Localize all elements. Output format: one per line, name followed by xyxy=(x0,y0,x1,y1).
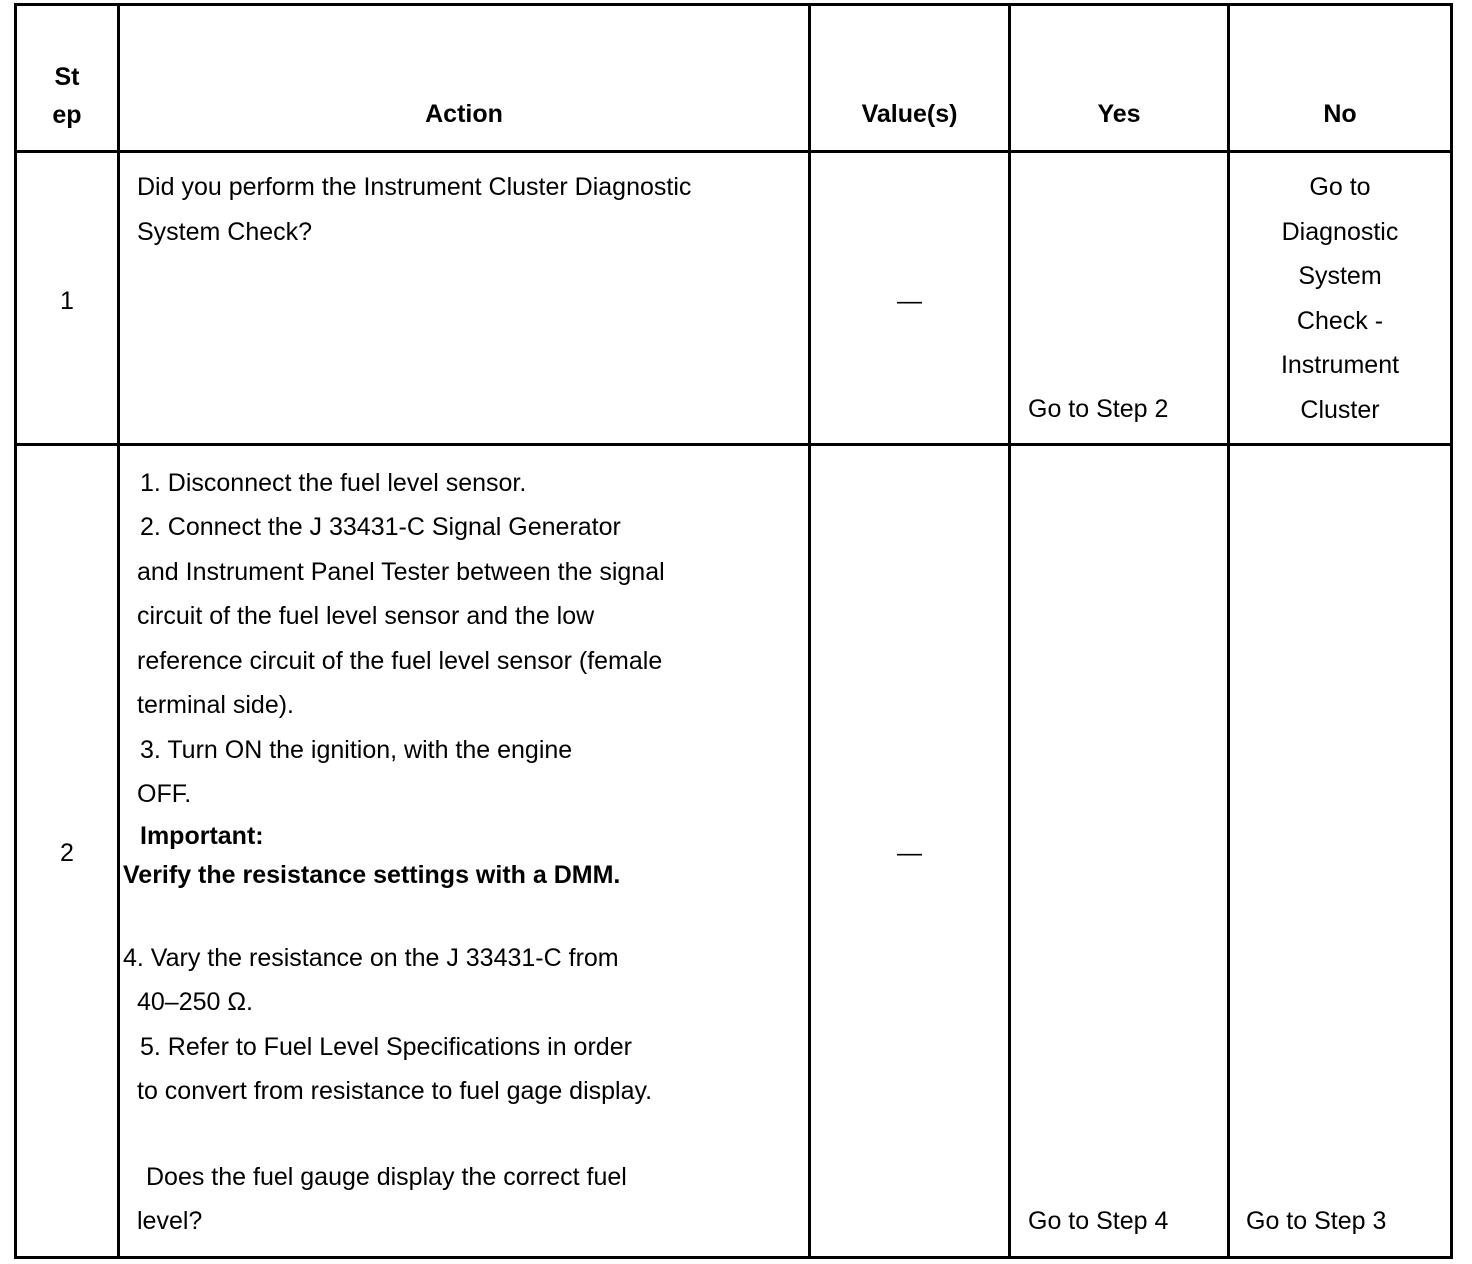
action-line: System Check? xyxy=(137,217,313,246)
no-line: System xyxy=(1298,262,1382,290)
action-line: 2. Connect the J 33431-C Signal Generator xyxy=(140,513,621,541)
header-values-label: Value(s) xyxy=(861,100,958,128)
header-row xyxy=(16,5,1452,152)
no-line: Instrument xyxy=(1280,351,1400,379)
header-action-label: Action xyxy=(425,100,503,128)
yes-cell xyxy=(1010,445,1229,1258)
action-cell xyxy=(119,445,810,1258)
no-line: Go to xyxy=(1309,173,1371,201)
header-yes xyxy=(1010,5,1229,152)
question-line: level? xyxy=(137,1207,203,1235)
action-line: 4. Vary the resistance on the J 33431-C from xyxy=(123,944,619,972)
yes-link: Go to Step 2 xyxy=(1028,395,1169,423)
step-cell xyxy=(16,445,119,1258)
no-link: Go to Step 3 xyxy=(1246,1207,1387,1235)
diagnostic-table xyxy=(14,3,1453,1259)
action-cell xyxy=(119,152,810,445)
header-action xyxy=(119,5,810,152)
header-step-line1: St xyxy=(54,63,80,91)
action-line: reference circuit of the fuel level sensor (female xyxy=(137,647,663,675)
no-cell xyxy=(1229,445,1452,1258)
action-line: to convert from resistance to fuel gage display. xyxy=(137,1077,653,1105)
important-note: Verify the resistance settings with a DMM. xyxy=(123,861,621,889)
action-line: terminal side). xyxy=(137,691,294,719)
yes-cell xyxy=(1010,152,1229,445)
no-line: Check - xyxy=(1296,306,1384,335)
header-values xyxy=(810,5,1010,152)
table-row xyxy=(16,152,1452,445)
header-yes-label: Yes xyxy=(1097,100,1141,128)
step-cell xyxy=(16,152,119,445)
action-line: and Instrument Panel Tester between the signal xyxy=(137,558,665,586)
action-line: 1. Disconnect the fuel level sensor. xyxy=(140,469,527,497)
value-text: — xyxy=(897,287,922,315)
action-line: 40–250 Ω. xyxy=(137,988,254,1016)
action-line: 5. Refer to Fuel Level Specifications in order xyxy=(140,1033,632,1061)
action-line: Did you perform the Instrument Cluster Diagnostic xyxy=(137,173,692,201)
question-line: Does the fuel gauge display the correct fuel xyxy=(146,1163,627,1191)
action-line: 3. Turn ON the ignition, with the engine xyxy=(140,736,573,764)
no-line: Cluster xyxy=(1300,395,1380,424)
value-cell xyxy=(810,152,1010,445)
step-number: 1 xyxy=(60,287,74,315)
value-text: — xyxy=(897,839,922,867)
value-cell xyxy=(810,445,1010,1258)
header-no xyxy=(1229,5,1452,152)
table-row xyxy=(16,445,1452,1258)
header-step xyxy=(16,5,119,152)
action-line: circuit of the fuel level sensor and the low xyxy=(137,602,595,630)
no-line: Diagnostic xyxy=(1281,217,1399,246)
no-cell xyxy=(1229,152,1452,445)
action-line: OFF. xyxy=(137,780,192,808)
header-no-label: No xyxy=(1323,100,1357,128)
yes-link: Go to Step 4 xyxy=(1028,1207,1169,1235)
important-label: Important: xyxy=(140,822,264,850)
step-number: 2 xyxy=(60,839,74,867)
header-step-line2: ep xyxy=(52,101,82,129)
